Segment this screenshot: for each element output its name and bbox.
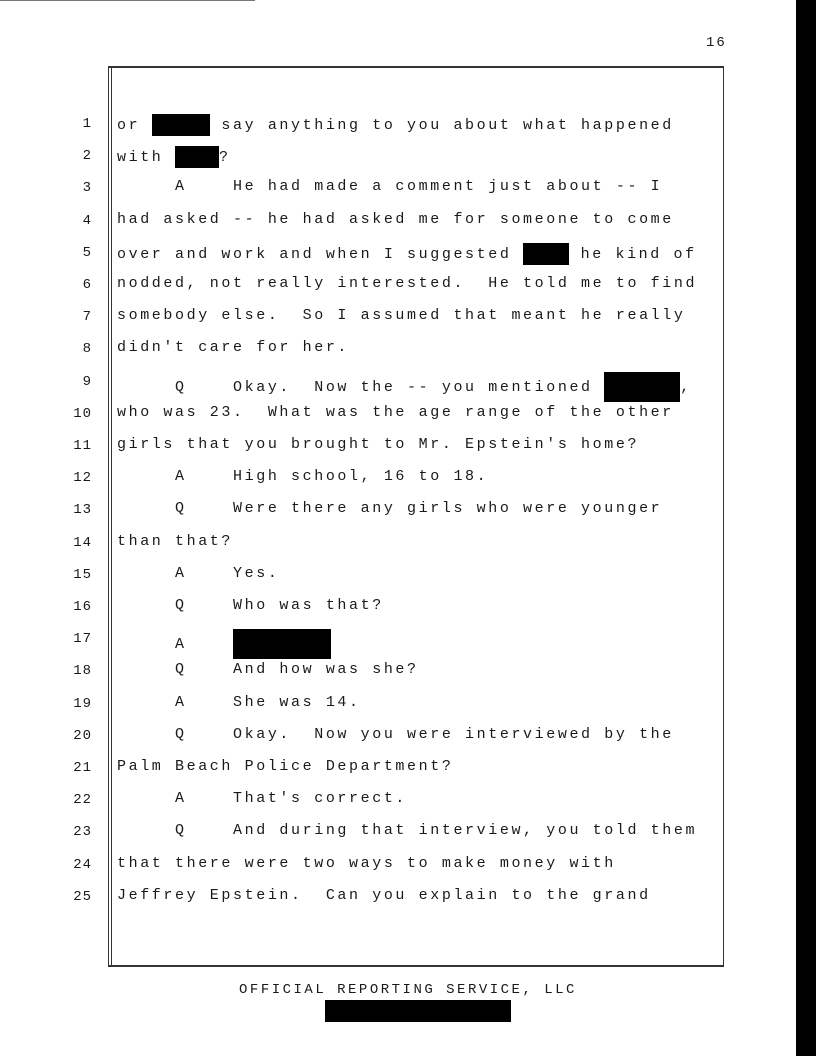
line-number: 20 (73, 728, 92, 744)
transcript-text: somebody else. So I assumed that meant he really (117, 307, 686, 324)
transcript-text: Palm Beach Police Department? (117, 758, 454, 775)
line-number: 13 (73, 502, 92, 518)
transcript-text: over and work and when I suggested (117, 245, 524, 263)
scan-edge-bar (796, 0, 816, 1056)
transcript-text: Q Who was that? (117, 597, 384, 614)
transcript-line (117, 500, 662, 522)
line-number: 24 (73, 857, 92, 873)
line-number: 11 (73, 438, 92, 454)
redaction-box (604, 372, 680, 402)
transcript-line (117, 565, 279, 587)
transcript-text: Q And how was she? (117, 661, 419, 678)
transcript-line (117, 404, 674, 426)
transcript-text: had asked -- he had asked me for someone to come (117, 211, 674, 228)
line-number: 8 (82, 341, 92, 357)
line-number: 4 (82, 213, 92, 229)
transcript-line (117, 178, 662, 200)
transcript-text: Q And during that interview, you told them (117, 822, 698, 839)
line-number: 23 (73, 824, 92, 840)
transcript-line (117, 855, 616, 877)
line-number: 6 (82, 277, 92, 293)
transcript-line (117, 726, 674, 748)
transcript-text: Q Okay. Now the -- you mentioned (117, 378, 605, 396)
line-number: 3 (82, 180, 92, 196)
redaction-box (175, 146, 219, 168)
line-number: 5 (82, 245, 92, 261)
transcript-text: A He had made a comment just about -- I (117, 178, 663, 195)
transcript-text: Q Okay. Now you were interviewed by the (117, 726, 674, 743)
transcript-text: A That's correct. (117, 790, 408, 807)
redaction-box (233, 629, 331, 659)
transcript-line (117, 372, 692, 394)
transcript-line (117, 597, 384, 619)
transcript-text: girls that you brought to Mr. Epstein's home? (117, 436, 640, 453)
transcript-line (117, 887, 651, 909)
transcript-text: , (680, 378, 692, 396)
transcript-text: Jeffrey Epstein. Can you explain to the grand (117, 887, 651, 904)
line-number: 14 (73, 535, 92, 551)
redaction-box (523, 243, 569, 265)
line-number: 18 (73, 663, 92, 679)
line-number: 16 (73, 599, 92, 615)
line-number: 21 (73, 760, 92, 776)
transcript-line (117, 307, 685, 329)
transcript-text: A High school, 16 to 18. (117, 468, 489, 485)
scan-artifact (0, 0, 255, 1)
line-number: 1 (82, 116, 92, 132)
transcript-line (117, 533, 233, 555)
line-number: 10 (73, 406, 92, 422)
line-number: 22 (73, 792, 92, 808)
transcript-line (117, 146, 231, 168)
transcript-line (117, 790, 407, 812)
transcript-text: that there were two ways to make money with (117, 855, 616, 872)
transcript-text: nodded, not really interested. He told me to find (117, 275, 698, 292)
line-number: 12 (73, 470, 92, 486)
line-number: 9 (82, 374, 92, 390)
transcript-line (117, 822, 697, 844)
transcript-line (117, 243, 697, 265)
transcript-line (117, 468, 488, 490)
transcript-line (117, 758, 453, 780)
transcript-text: say anything to you about what happened (209, 116, 674, 134)
page-number: 16 (706, 35, 727, 51)
line-number: 25 (73, 889, 92, 905)
transcript-text: or (117, 116, 152, 134)
transcript-text: A She was 14. (117, 694, 361, 711)
transcript-line (117, 211, 674, 233)
redaction-box (152, 114, 210, 136)
reporter-footer: OFFICIAL REPORTING SERVICE, LLC (239, 982, 577, 998)
transcript-text: Q Were there any girls who were younger (117, 500, 663, 517)
transcript-text: than that? (117, 533, 234, 550)
transcript-line (117, 694, 361, 716)
line-number: 17 (73, 631, 92, 647)
footer-redaction-box (325, 1000, 511, 1022)
line-number: 2 (82, 148, 92, 164)
transcript-line (117, 114, 674, 136)
line-number: 7 (82, 309, 92, 325)
transcript-text: A (117, 635, 234, 653)
transcript-text: ? (219, 148, 231, 166)
line-number: 19 (73, 696, 92, 712)
transcript-line (117, 629, 331, 651)
transcript-line (117, 436, 639, 458)
line-number: 15 (73, 567, 92, 583)
transcript-line (117, 661, 419, 683)
transcript-line (117, 275, 697, 297)
transcript-text: with (117, 148, 176, 166)
transcript-text: he kind of (569, 245, 697, 263)
transcript-text: who was 23. What was the age range of the other (117, 404, 674, 421)
transcript-line (117, 339, 349, 361)
transcript-text: A Yes. (117, 565, 280, 582)
transcript-text: didn't care for her. (117, 339, 350, 356)
